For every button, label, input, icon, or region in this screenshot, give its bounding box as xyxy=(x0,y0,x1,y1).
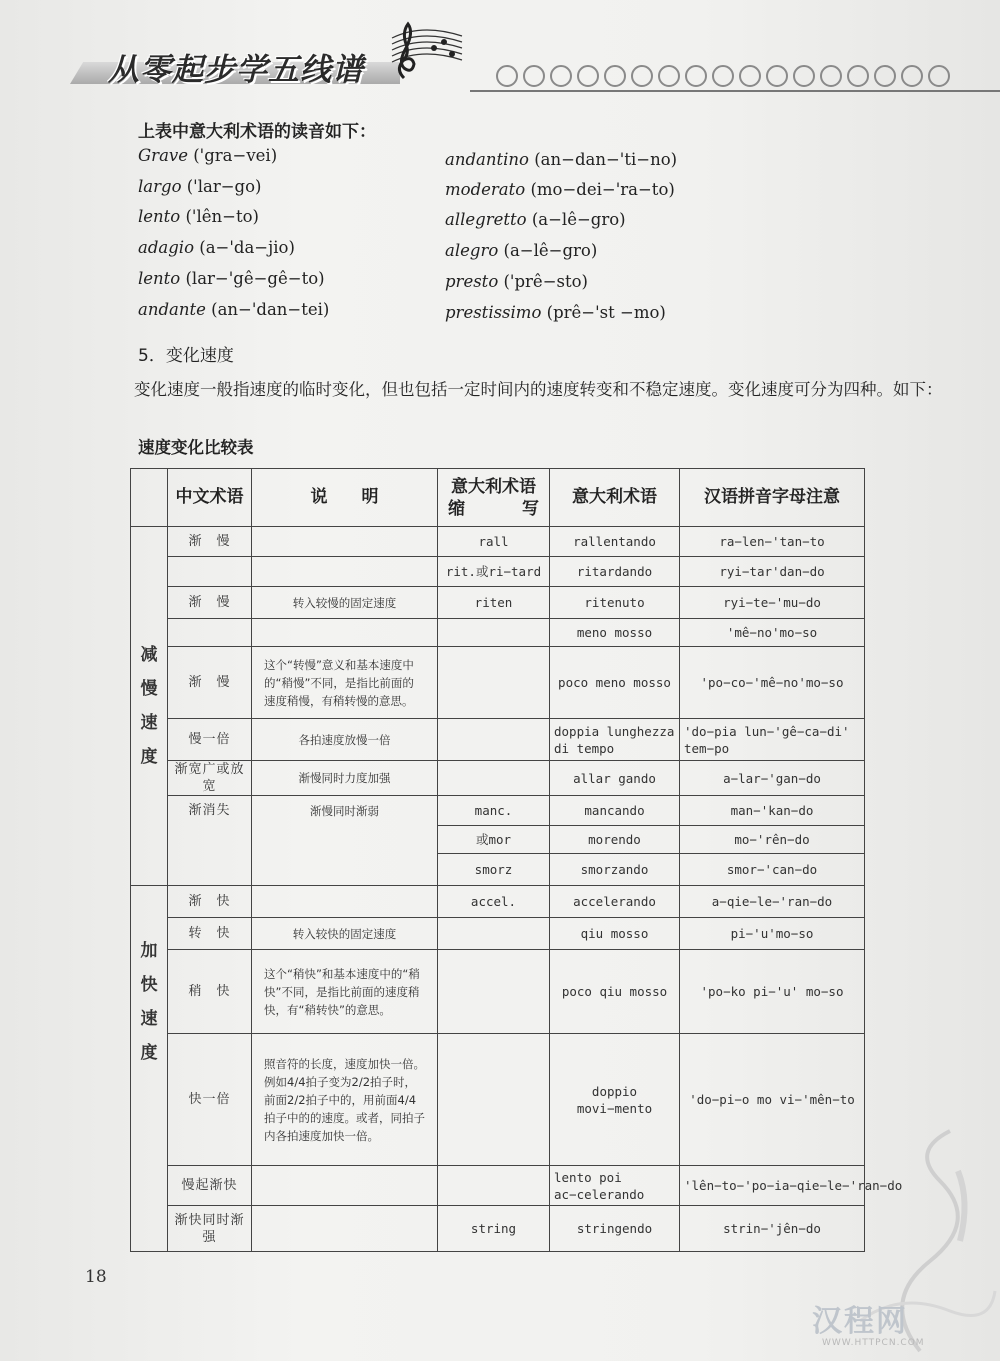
pron-right-2: moderato (mo−dei−'ra−to) xyxy=(445,180,675,199)
pronunciation-heading: 上表中意大利术语的读音如下： xyxy=(138,122,376,142)
treble-clef-icon xyxy=(382,18,468,88)
table-row: 或mor morendo mo−'rên−do xyxy=(131,826,865,854)
table-row: 慢一倍 各拍速度放慢一倍 doppia lunghezza di tempo 'do−pia lun−'gê−ca−di' tem−po xyxy=(131,719,865,761)
section-paragraph: 变化速度一般指速度的临时变化，但也包括一定时间内的速度转变和不稳定速度。变化速度可分为四种。如下： xyxy=(134,380,943,399)
table-row: meno mosso 'mê−no'mo−so xyxy=(131,619,865,647)
watermark-url: WWW.HTTPCN.COM xyxy=(822,1338,925,1348)
pron-right-5: presto ('prê−sto) xyxy=(445,272,588,291)
pron-left-5: lento (lar−'gê−gê−to) xyxy=(138,269,325,288)
table-row: 快一倍 照音符的长度，速度加快一倍。例如4/4拍子变为2/2拍子时，前面2/2拍子中的，用前面4/4拍子中的的速度。或者，同拍子内各拍速度加快一倍。 doppio movi−mento 'do−pi−o mo vi−'mên−to xyxy=(131,1034,865,1166)
header-rule xyxy=(470,90,1000,92)
table-row: 转 快 转入较快的固定速度 qiu mosso pi−'u'mo−so xyxy=(131,918,865,950)
category-slow: 减 慢 速 度 xyxy=(131,527,168,886)
page-number: 18 xyxy=(85,1267,107,1287)
pron-right-1: andantino (an−dan−'ti−no) xyxy=(445,150,678,169)
col-header-zh: 中文术语 xyxy=(168,469,252,527)
pron-left-1: Grave ('gra−vei) xyxy=(138,146,278,165)
table-header-row xyxy=(131,469,865,527)
col-header-desc: 说 明 xyxy=(252,469,438,527)
table-row: smorz smorzando smor−'can−do xyxy=(131,854,865,886)
col-header-term: 意大利术语 xyxy=(550,469,680,527)
pron-left-4: adagio (a−'da−jio) xyxy=(138,238,295,257)
book-title: 从零起步学五线谱 xyxy=(108,52,364,88)
table-row: 稍 快 这个“稍快”和基本速度中的“稍快”不同，是指比前面的速度稍快，有“稍转快”的意思。 poco qiu mosso 'po−ko pi−'u' mo−so xyxy=(131,950,865,1034)
table-row: 减 慢 速 度 渐 慢 rall rallentando ra−len−'tan−to xyxy=(131,527,865,557)
table-row: 渐快同时渐强 string stringendo strin−'jên−do xyxy=(131,1206,865,1252)
pron-right-6: prestissimo (prê−'st −mo) xyxy=(445,303,666,322)
table-row: rit.或ri−tard ritardando ryi−tar'dan−do xyxy=(131,557,865,587)
pron-left-2: largo ('lar−go) xyxy=(138,177,262,196)
table-row: 加 快 速 度 渐 快 accel. accelerando a−qie−le−'ran−do xyxy=(131,886,865,918)
table-row: 渐 慢 这个“转慢”意义和基本速度中的“稍慢”不同，是指比前面的速度稍慢，有稍转慢的意思。 poco meno mosso 'po−co−'mê−no'mo−so xyxy=(131,647,865,719)
header-circles xyxy=(496,65,950,87)
pron-left-3: lento ('lên−to) xyxy=(138,207,259,226)
pron-right-4: alegro (a−lê−gro) xyxy=(445,241,598,260)
section-heading: 5．变化速度 xyxy=(138,346,234,366)
watermark-brand: 汉程网 xyxy=(812,1304,908,1339)
pron-right-3: allegretto (a−lê−gro) xyxy=(445,210,626,229)
table-row: 渐消失 渐慢同时渐弱 manc. mancando man−'kan−do xyxy=(131,796,865,826)
table-row: 慢起渐快 lento poi ac−celerando 'lên−to−'po−ia−qie−le−'ran−do xyxy=(131,1166,865,1206)
table-row: 渐 慢 转入较慢的固定速度 riten ritenuto ryi−te−'mu−do xyxy=(131,587,865,619)
tempo-change-table xyxy=(130,468,903,1250)
col-header-pinyin: 汉语拼音字母注意 xyxy=(680,469,865,527)
col-header-abbr: 意大利术语 缩 写 xyxy=(438,469,550,527)
pron-left-6: andante (an−'dan−tei) xyxy=(138,300,330,319)
category-fast: 加 快 速 度 xyxy=(131,886,168,1252)
table-row: 渐宽广或放宽 渐慢同时力度加强 allar gando a−lar−'gan−do xyxy=(131,761,865,796)
table-title: 速度变化比较表 xyxy=(138,438,254,457)
